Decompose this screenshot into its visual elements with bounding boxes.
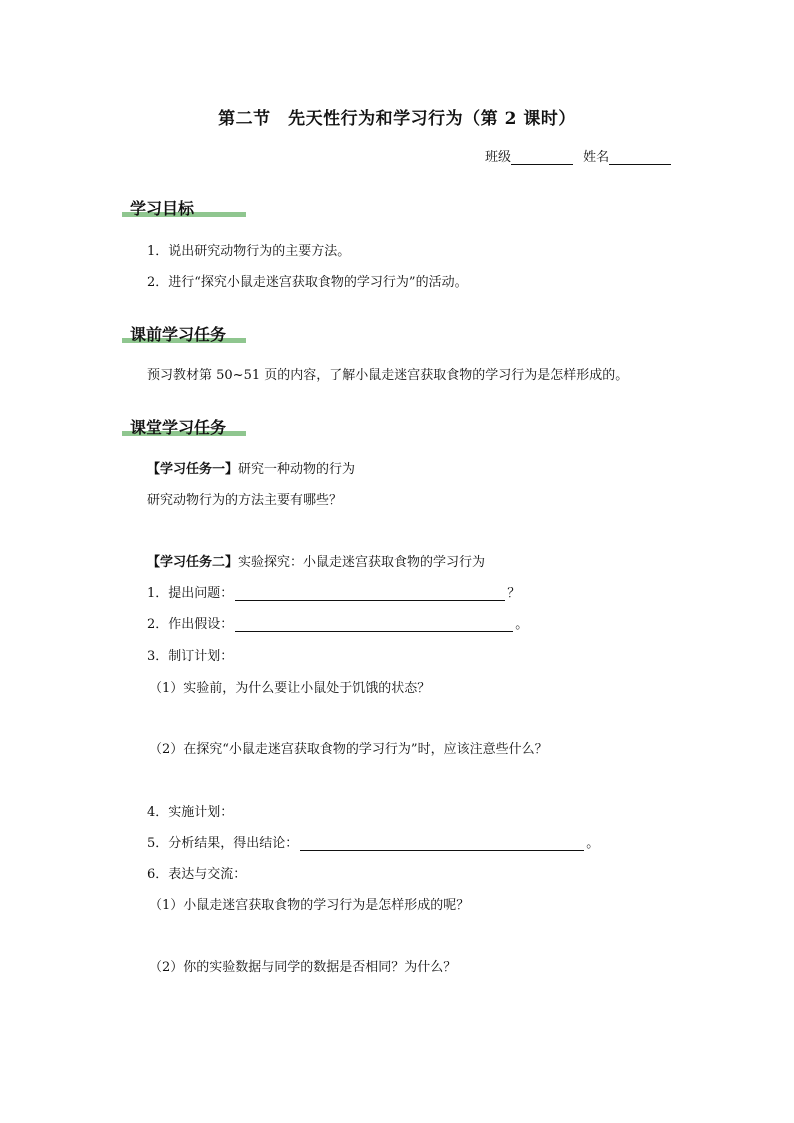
class-label: 班级 (485, 150, 512, 165)
task2-title: 实验探究：小鼠走迷宫获取食物的学习行为 (238, 555, 486, 570)
task1-title: 研究一种动物的行为 (238, 462, 356, 477)
section-heading-objectives: 学习目标 (122, 196, 194, 219)
objective-item: 1．说出研究动物行为的主要方法。 (147, 244, 351, 259)
class-blank[interactable] (511, 150, 573, 165)
step-1: 1．提出问题： ？ (147, 586, 521, 601)
page-title: 第二节 先天性行为和学习行为（第 2 课时） (218, 109, 576, 129)
task2-line (147, 551, 485, 570)
task1-tag: 【学习任务一】 (147, 462, 239, 477)
question-blank[interactable] (235, 586, 505, 601)
conclusion-blank[interactable] (300, 836, 584, 851)
task1-line (147, 458, 355, 477)
step-3: 3．制订计划： (147, 649, 234, 664)
step-6: 6．表达与交流： (147, 867, 247, 882)
hypothesis-blank[interactable] (235, 617, 513, 632)
step-3-question-2: （2）在探究“小鼠走迷宫获取食物的学习行为”时，应该注意些什么？ (149, 742, 548, 757)
step-3-question-1: （1）实验前，为什么要让小鼠处于饥饿的状态？ (149, 681, 431, 696)
task1-question: 研究动物行为的方法主要有哪些？ (147, 493, 343, 508)
section-heading-inclass: 课堂学习任务 (122, 415, 226, 438)
step-6-question-2: （2）你的实验数据与同学的数据是否相同？为什么？ (149, 960, 457, 975)
step-5: 5．分析结果，得出结论： 。 (147, 836, 600, 851)
name-label: 姓名 (583, 150, 610, 165)
step-6-question-1: （1）小鼠走迷宫获取食物的学习行为是怎样形成的呢？ (149, 898, 470, 913)
preclass-text: 预习教材第 50~51 页的内容，了解小鼠走迷宫获取食物的学习行为是怎样形成的。 (147, 368, 629, 383)
step-4: 4．实施计划： (147, 805, 234, 820)
student-info (485, 146, 671, 165)
step-2: 2．作出假设： 。 (147, 617, 529, 632)
name-blank[interactable] (609, 150, 671, 165)
objective-item: 2．进行“探究小鼠走迷宫获取食物的学习行为”的活动。 (147, 275, 468, 290)
task2-tag: 【学习任务二】 (147, 555, 239, 570)
section-heading-preclass: 课前学习任务 (122, 322, 226, 345)
